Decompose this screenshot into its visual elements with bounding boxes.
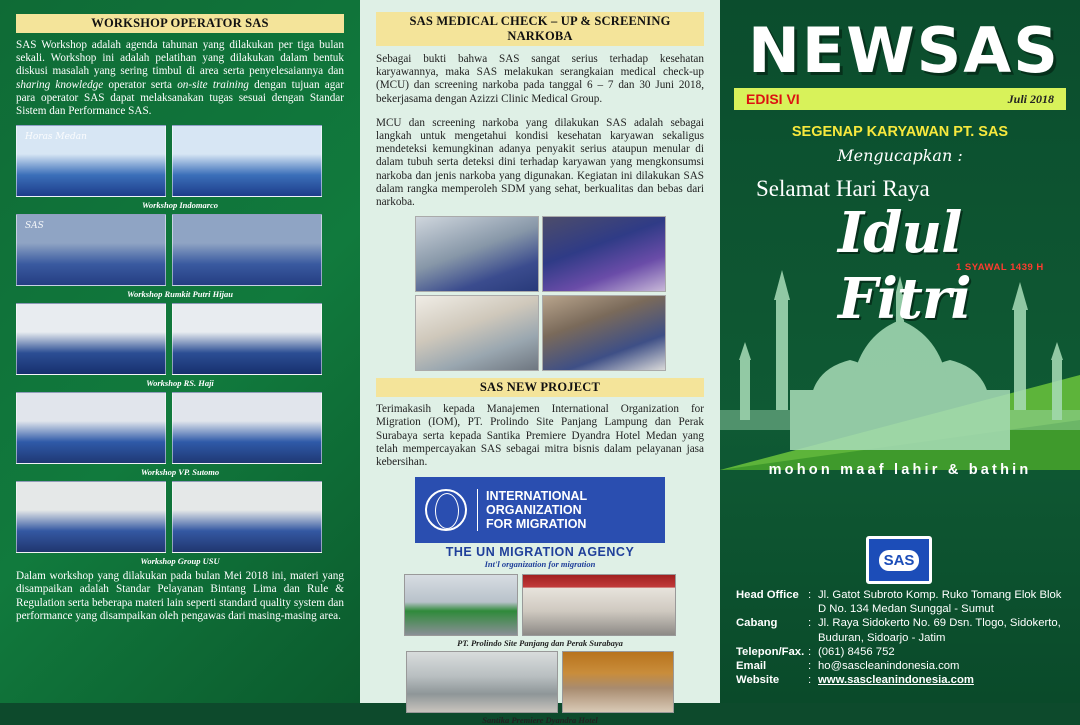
- prolindo-photo: [522, 574, 676, 636]
- mcu-photo: [415, 216, 539, 292]
- workshop-photo: [172, 125, 322, 197]
- un-tagline: THE UN MIGRATION AGENCY: [445, 545, 635, 560]
- contact-colon: :: [808, 617, 812, 630]
- workshop-caption: Workshop RS. Haji: [146, 378, 214, 389]
- contact-value[interactable]: ho@sascleanindonesia.com: [818, 660, 960, 673]
- mcu-photo-grid: [376, 216, 704, 371]
- contact-row: [736, 588, 1066, 616]
- contact-colon: :: [808, 645, 812, 658]
- workshop-photo: [172, 303, 322, 375]
- prolindo-photos: [376, 574, 704, 636]
- workshop-photo: [16, 392, 166, 464]
- contact-row: [736, 673, 1066, 687]
- cover-panel: [720, 0, 1080, 703]
- prolindo-photo: [404, 574, 518, 636]
- greeting-mengucapkan: Mengucapkan :: [837, 146, 963, 165]
- hijri-date: 1 SYAWAL 1439 H: [956, 262, 1044, 273]
- contact-value[interactable]: www.sascleanindonesia.com: [818, 674, 974, 687]
- project-text: Terimakasih kepada Manajemen International Organization for Migration (IOM), PT. Prolindo Site Panjang Lampung dan Perak Surabaya serta kepada Santika Premiere Dyandra Hotel Medan yang telah mempercayakan SAS sebagai mitra bisnis dalam pelayanan jasa kebersihan.: [376, 403, 704, 469]
- contact-value: Jl. Gatot Subroto Komp. Ruko Tomang Elok Blok D No. 134 Medan Sunggal - Sumut: [818, 589, 1062, 616]
- photo-banner-text: SAS: [25, 221, 44, 232]
- santika-photo: [562, 651, 674, 713]
- workshop-photo: [172, 392, 322, 464]
- contact-colon: :: [808, 589, 812, 601]
- iom-line3: FOR MIGRATION: [486, 517, 587, 532]
- iom-name: [477, 489, 587, 531]
- mcu-photo: [415, 295, 539, 371]
- mcu-header: SAS MEDICAL CHECK – UP & SCREENING NARKOBA: [376, 12, 704, 46]
- mcu-paragraph-2: MCU dan screening narkoba yang dilakukan SAS adalah sebagai langkah untuk mengetahui kondisi kesehatan karyawan sekaligus mendeteksi kemungkinan adanya penyakit serius ataupun menular di dalam tubuh serta deteksi dini terhadap karyawan yang mengkonsumsi narkoba dan jenis narkoba yang digunakan. Kegiatan ini dilakukan SAS dalam rangka memperoleh SDM yang sehat, berkualitas dan bebas dari narkoba.: [376, 116, 704, 209]
- workshop-panel: [0, 0, 360, 703]
- contact-value: (061) 8456 752: [818, 645, 895, 658]
- contact-colon: :: [808, 660, 812, 673]
- edition-date: Juli 2018: [1007, 91, 1054, 106]
- workshop-photo-row: [16, 303, 344, 375]
- contact-key: Email: [736, 660, 767, 673]
- mcu-photo: [542, 295, 666, 371]
- workshop-header: WORKSHOP OPERATOR SAS: [16, 14, 344, 33]
- mcu-paragraph-1: Sebagai bukti bahwa SAS sangat serius terhadap kesehatan karyawannya, maka SAS melakukan serangkaian medical check-up (MCU) dan screening narkoba pada tanggal 6 – 7 dan 30 Juni 2018, bekerjasama dengan Azizzi Clinic Medical Group.: [376, 53, 704, 105]
- contact-row: [736, 659, 1066, 673]
- contact-key: Website: [736, 674, 780, 687]
- santika-photos: [376, 651, 704, 713]
- photo-banner-text: Horas Medan: [25, 132, 87, 143]
- workshop-caption: Workshop Indomarco: [141, 200, 219, 211]
- contact-row: [736, 645, 1066, 659]
- contact-key: Telepon/Fax.: [736, 645, 805, 658]
- project-header: SAS NEW PROJECT: [376, 378, 704, 397]
- iom-line1: INTERNATIONAL: [486, 489, 588, 504]
- sas-logo: [866, 536, 932, 584]
- workshop-photo-row: [16, 214, 344, 286]
- workshop-photo-row: [16, 392, 344, 464]
- mcu-photo: [542, 216, 666, 292]
- mcu-panel: [360, 0, 720, 725]
- globe-icon: [425, 489, 467, 531]
- workshop-photo-row: [16, 481, 344, 553]
- workshop-photo: [172, 214, 322, 286]
- sas-logo-text: SAS: [879, 550, 920, 571]
- edition-bar: [734, 88, 1066, 110]
- contact-value: Jl. Raya Sidokerto No. 69 Dsn. Tlogo, Sidokerto, Buduran, Sidoarjo - Jatim: [818, 617, 1061, 644]
- newsletter-title: NEWSAS: [748, 14, 1060, 87]
- santika-photo: [406, 651, 558, 713]
- iom-subtitle: Int'l organization for migration: [484, 559, 596, 570]
- edition-label: EDISI VI: [746, 91, 800, 107]
- iom-logo: [415, 477, 665, 543]
- workshop-photo-row: [16, 125, 344, 197]
- greeting-idul-fitri: Idul Fitri: [838, 200, 971, 332]
- workshop-photo: [16, 303, 166, 375]
- contact-colon: :: [808, 674, 812, 687]
- workshop-photo: [16, 481, 166, 553]
- greeting-maaf: mohon maaf lahir & bathin: [768, 462, 1032, 478]
- workshop-caption: Workshop Group USU: [140, 556, 220, 567]
- iom-line2: ORGANIZATION: [486, 503, 582, 518]
- prolindo-caption: PT. Prolindo Site Panjang dan Perak Surabaya: [457, 638, 623, 649]
- workshop-photo: [16, 125, 166, 197]
- workshop-photo: [16, 214, 166, 286]
- workshop-caption: Workshop Rumkit Putri Hijau: [127, 289, 233, 300]
- workshop-caption: Workshop VP. Sutomo: [140, 467, 220, 478]
- greeting-selamat: Selamat Hari Raya: [756, 176, 930, 201]
- contact-key: Head Office: [736, 589, 799, 601]
- santika-caption: Santika Premiere Dyandra Hotel: [482, 715, 598, 725]
- workshop-photo: [172, 481, 322, 553]
- workshop-intro: SAS Workshop adalah agenda tahunan yang dilakukan per tiga bulan sekali. Workshop ini adalah pelatihan yang dilakukan dalam bentuk diskusi masalah yang sering timbul di area serta penyelesaiannya dan sharing knowledge operator serta on-site training dengan tujuan agar para operator SAS dapat melaksanakan tugas sesuai dengan Standar Sistem dan Performance SAS.: [16, 39, 344, 118]
- contact-row: [736, 616, 1066, 644]
- greeting-from: SEGENAP KARYAWAN PT. SAS: [791, 124, 1009, 140]
- contact-info: [736, 588, 1066, 687]
- contact-key: Cabang: [736, 617, 778, 630]
- workshop-closing: Dalam workshop yang dilakukan pada bulan Mei 2018 ini, materi yang disampaikan adalah Standar Pelayanan Bintang Lima dan Rule & Regulation serta beberapa materi lain seperti standard quality system dan performance yang disampaikan oleh pengawas dari masing-masing area.: [16, 570, 344, 622]
